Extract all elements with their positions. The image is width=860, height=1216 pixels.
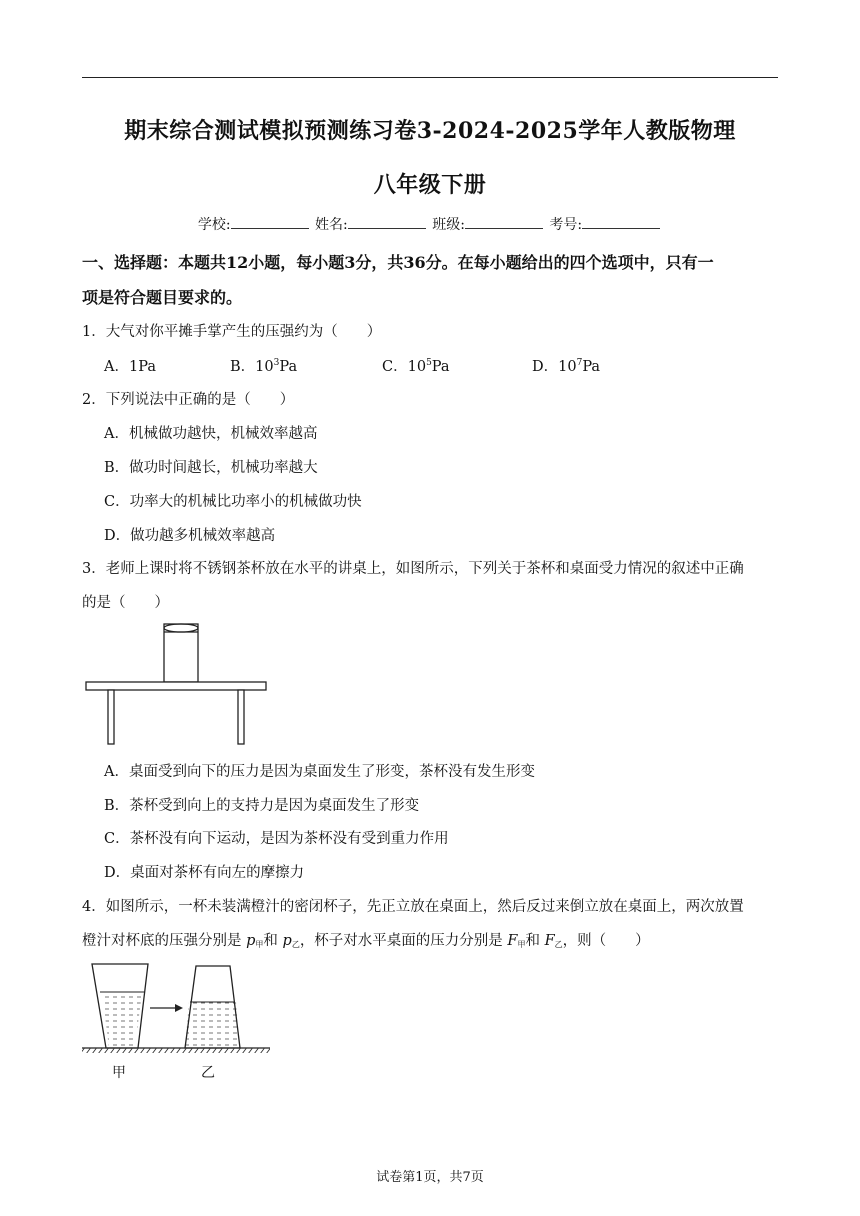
name-label: 姓名: xyxy=(315,217,348,233)
q2-option-c[interactable]: C．功率大的机械比功率小的机械做功快 xyxy=(104,494,362,510)
school-label: 学校: xyxy=(197,217,231,233)
symbol-p: p xyxy=(246,933,256,949)
q1-option-a[interactable] xyxy=(104,355,156,376)
q3-option-b[interactable]: B．茶杯受到向上的支持力是因为桌面发生了形变 xyxy=(104,798,420,814)
q2-option-a[interactable]: A．机械做功越快，机械效率越高 xyxy=(104,426,318,442)
q3-option-c[interactable]: C．茶杯没有向下运动，是因为茶杯没有受到重力作用 xyxy=(104,831,449,847)
subscript-jia: 甲 xyxy=(255,940,264,949)
symbol-f: F xyxy=(544,933,555,949)
symbol-p: p xyxy=(282,933,292,949)
page-footer: 试卷第1页，共7页 xyxy=(376,1170,484,1185)
q1-stem: 1．大气对你平摊手掌产生的压强约为（ ） xyxy=(82,324,382,340)
option-label: C． xyxy=(382,359,408,375)
q3-figure-cup-on-table xyxy=(84,620,274,750)
option-label: B． xyxy=(230,359,256,375)
q3-option-a[interactable]: A．桌面受到向下的压力是因为桌面发生了形变，茶杯没有发生形变 xyxy=(104,764,535,780)
subscript-jia: 甲 xyxy=(517,940,526,949)
subscript-yi: 乙 xyxy=(554,940,563,949)
q1-option-c[interactable] xyxy=(382,355,450,376)
school-blank[interactable] xyxy=(231,216,309,229)
option-exponent: 7 xyxy=(576,358,583,368)
q1-option-d[interactable] xyxy=(532,355,600,376)
title-line-1: 期末综合测试模拟预测练习卷3-2024-2025学年人教版物理 xyxy=(124,118,736,144)
q2-stem: 2．下列说法中正确的是（ ） xyxy=(82,392,295,408)
option-unit: Pa xyxy=(582,359,601,375)
option-exponent: 5 xyxy=(426,358,432,368)
q4-figure-cups xyxy=(80,958,275,1053)
q4-text: ，杯子对水平桌面的压力分别是 xyxy=(299,933,503,949)
option-base: 10 xyxy=(558,359,577,375)
option-base: 10 xyxy=(407,359,427,375)
option-unit: Pa xyxy=(431,359,450,375)
q4-stem-line-2 xyxy=(82,929,650,950)
symbol-f: F xyxy=(507,933,518,949)
q4-label-jia: 甲 xyxy=(112,1065,126,1081)
class-blank[interactable] xyxy=(465,216,543,229)
option-label: D． xyxy=(532,359,559,375)
q4-text: 和 xyxy=(525,933,540,949)
q4-text: 和 xyxy=(263,933,278,949)
exam-number-label: 考号: xyxy=(549,217,583,233)
name-blank[interactable] xyxy=(348,216,426,229)
q2-option-b[interactable]: B．做功时间越长，机械功率越大 xyxy=(104,460,318,476)
section-heading-line-2: 项是符合题目要求的。 xyxy=(82,288,243,307)
q3-stem-line-2: 的是（ ） xyxy=(82,595,169,611)
q4-label-yi: 乙 xyxy=(201,1065,215,1081)
q4-text: 橙汁对杯底的压强分别是 xyxy=(82,933,242,949)
q4-stem-line-1: 4．如图所示，一杯未装满橙汁的密闭杯子，先正立放在桌面上，然后反过来倒立放在桌面上，两次放置 xyxy=(82,899,744,915)
q3-option-d[interactable]: D．桌面对茶杯有向左的摩擦力 xyxy=(104,865,305,881)
student-info-row xyxy=(0,214,860,234)
option-unit: Pa xyxy=(279,359,298,375)
option-base: 10 xyxy=(255,359,274,375)
section-heading-line-1: 一、选择题：本题共12小题，每小题3分，共36分。在每小题给出的四个选项中，只有一 xyxy=(82,253,714,272)
q1-option-b[interactable] xyxy=(230,355,297,376)
option-value: 1Pa xyxy=(128,359,156,375)
title-line-2: 八年级下册 xyxy=(373,172,487,198)
exam-number-blank[interactable] xyxy=(582,216,660,229)
class-label: 班级: xyxy=(432,217,465,233)
subscript-yi: 乙 xyxy=(291,940,300,949)
q3-stem-line-1: 3．老师上课时将不锈钢茶杯放在水平的讲桌上，如图所示，下列关于茶杯和桌面受力情况的叙述中正确 xyxy=(82,561,744,577)
q4-text: ，则（ ） xyxy=(562,933,650,949)
option-exponent: 3 xyxy=(273,358,280,368)
header-rule xyxy=(82,77,778,78)
q2-option-d[interactable]: D．做功越多机械效率越高 xyxy=(104,528,276,544)
option-label: A． xyxy=(104,359,129,375)
